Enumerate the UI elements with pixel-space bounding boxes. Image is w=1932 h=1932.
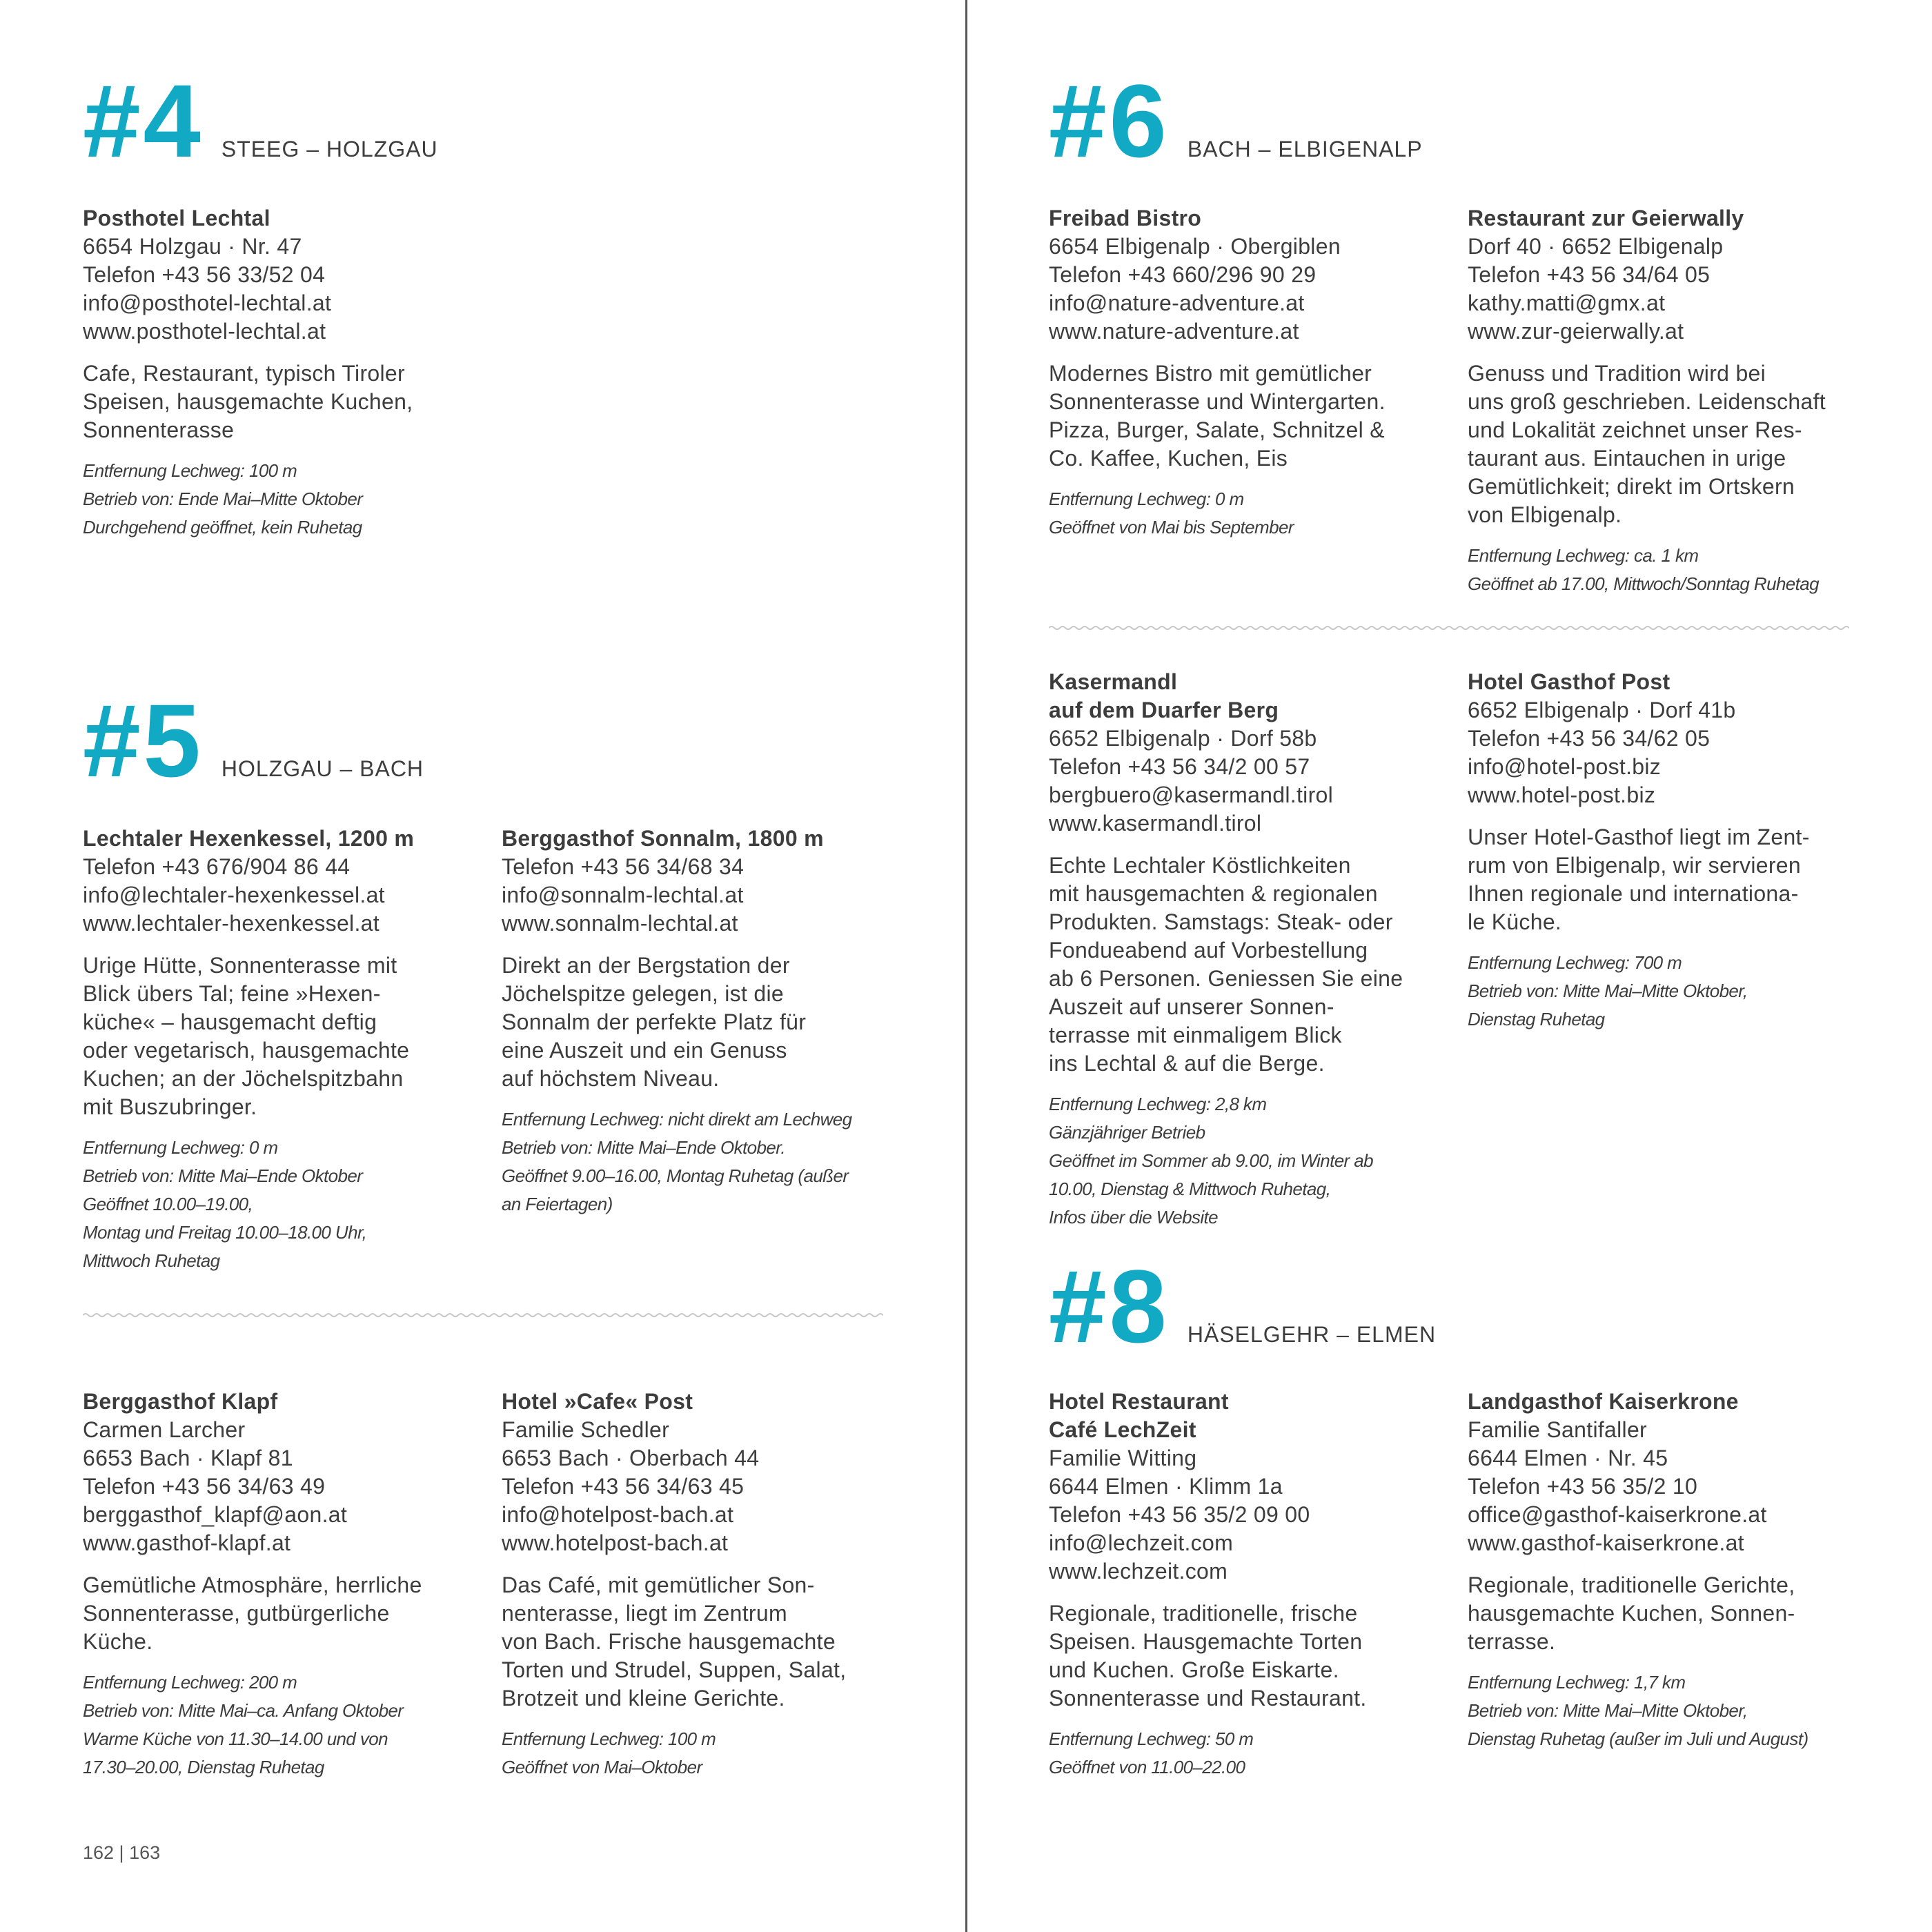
venue-contact-line: Familie Witting — [1049, 1446, 1197, 1470]
venue-contact-line[interactable]: www.kasermandl.tirol — [1049, 811, 1262, 836]
venue-entry — [1468, 204, 1861, 598]
venue-name: Hotel »Cafe« Post — [502, 1389, 693, 1414]
venue-contact-line[interactable]: kathy.matti@gmx.at — [1468, 290, 1666, 315]
details-line: Entfernung Lechweg: 700 m — [1468, 952, 1682, 973]
venue-contact-line: Telefon +43 56 34/63 49 — [83, 1474, 326, 1499]
description-line: hausgemachte Kuchen, Sonnen- — [1468, 1601, 1795, 1626]
venue-name: auf dem Duarfer Berg — [1049, 698, 1279, 722]
details-line: Betrieb von: Mitte Mai–ca. Anfang Oktober — [83, 1700, 404, 1721]
venue-entry — [1049, 204, 1442, 542]
wavy-separator — [1049, 624, 1849, 632]
description-line: Co. Kaffee, Kuchen, Eis — [1049, 446, 1288, 471]
details-line: Warme Küche von 11.30–14.00 und von — [83, 1728, 388, 1749]
description-line: küche« – hausgemacht deftig — [83, 1009, 377, 1034]
section-number: #5 — [83, 682, 204, 798]
venue-contact-line: Telefon +43 660/296 90 29 — [1049, 262, 1317, 287]
description-line: Urige Hütte, Sonnenterasse mit — [83, 953, 397, 978]
venue-contact-line[interactable]: info@nature-adventure.at — [1049, 290, 1305, 315]
page-fold-divider — [965, 0, 967, 1932]
venue-entry — [1468, 1388, 1861, 1753]
section-heading-s5 — [83, 682, 424, 798]
venue-contact-line[interactable]: info@hotelpost-bach.at — [502, 1502, 734, 1527]
details-line: Entfernung Lechweg: 0 m — [1049, 489, 1244, 509]
venue-details — [1468, 949, 1861, 1034]
description-line: von Elbigenalp. — [1468, 502, 1622, 527]
venue-contact-line: Familie Schedler — [502, 1417, 670, 1442]
wavy-separator — [83, 1311, 883, 1319]
venue-contact-line[interactable]: info@hotel-post.biz — [1468, 754, 1662, 779]
section-number: #8 — [1049, 1248, 1170, 1364]
venue-name: Restaurant zur Geierwally — [1468, 206, 1744, 230]
venue-name: Freibad Bistro — [1049, 206, 1202, 230]
venue-entry — [1468, 668, 1861, 1034]
details-line: Dienstag Ruhetag (außer im Juli und August) — [1468, 1728, 1808, 1749]
description-line: Auszeit auf unserer Sonnen- — [1049, 994, 1334, 1019]
venue-entry — [502, 825, 895, 1219]
venue-entry — [1049, 668, 1442, 1232]
venue-details — [1049, 485, 1442, 542]
venue-contact-line[interactable]: www.lechtaler-hexenkessel.at — [83, 911, 379, 936]
venue-contact-line[interactable]: www.hotelpost-bach.at — [502, 1530, 729, 1555]
details-line: Mittwoch Ruhetag — [83, 1250, 220, 1271]
venue-contact-line: 6652 Elbigenalp · Dorf 58b — [1049, 726, 1317, 751]
venue-entry — [1049, 1388, 1442, 1782]
venue-contact-line: Telefon +43 56 33/52 04 — [83, 262, 326, 287]
description-line: Regionale, traditionelle, frische — [1049, 1601, 1358, 1626]
description-line: Unser Hotel-Gasthof liegt im Zent- — [1468, 825, 1810, 849]
details-line: Betrieb von: Ende Mai–Mitte Oktober — [83, 489, 363, 509]
section-heading-s4 — [83, 63, 438, 179]
venue-details — [83, 1134, 476, 1275]
venue-description — [502, 952, 895, 1093]
description-line: Gemütliche Atmosphäre, herrliche — [83, 1573, 422, 1597]
description-line: mit hausgemachten & regionalen — [1049, 881, 1378, 906]
section-route-label: STEEG – HOLZGAU — [221, 137, 438, 161]
description-line: oder vegetarisch, hausgemachte — [83, 1038, 410, 1063]
venue-contact-line[interactable]: www.sonnalm-lechtal.at — [502, 911, 738, 936]
venue-description — [83, 359, 476, 444]
venue-description — [1468, 359, 1861, 529]
venue-contact-line: Telefon +43 56 34/62 05 — [1468, 726, 1711, 751]
description-line: Sonnenterasse, gutbürgerliche — [83, 1601, 390, 1626]
venue-description — [83, 952, 476, 1121]
description-line: Ihnen regionale und internationa- — [1468, 881, 1799, 906]
description-line: Das Café, mit gemütlicher Son- — [502, 1573, 815, 1597]
description-line: Sonnenterasse — [83, 417, 235, 442]
details-line: Entfernung Lechweg: 100 m — [83, 460, 297, 481]
venue-contact-line: Carmen Larcher — [83, 1417, 246, 1442]
venue-contact-line[interactable]: www.zur-geierwally.at — [1468, 319, 1684, 344]
section-route-label: HÄSELGEHR – ELMEN — [1187, 1322, 1437, 1347]
description-line: auf höchstem Niveau. — [502, 1066, 720, 1091]
venue-contact-line: 6644 Elmen · Klimm 1a — [1049, 1474, 1283, 1499]
venue-description — [1468, 1571, 1861, 1656]
details-line: Dienstag Ruhetag — [1468, 1009, 1605, 1029]
description-line: Sonnenterasse und Restaurant. — [1049, 1686, 1367, 1711]
venue-contact-line: 6653 Bach · Klapf 81 — [83, 1446, 293, 1470]
description-line: ab 6 Personen. Geniessen Sie eine — [1049, 966, 1403, 991]
details-line: Montag und Freitag 10.00–18.00 Uhr, — [83, 1222, 367, 1243]
venue-description — [1049, 851, 1442, 1078]
details-line: Entfernung Lechweg: 50 m — [1049, 1728, 1254, 1749]
venue-contact-line[interactable]: office@gasthof-kaiserkrone.at — [1468, 1502, 1767, 1527]
description-line: Brotzeit und kleine Gerichte. — [502, 1686, 785, 1711]
description-line: Sonnenterasse und Wintergarten. — [1049, 389, 1386, 414]
details-line: Geöffnet 10.00–19.00, — [83, 1194, 253, 1214]
description-line: Jöchelspitze gelegen, ist die — [502, 981, 784, 1006]
details-line: Betrieb von: Mitte Mai–Mitte Oktober, — [1468, 1700, 1748, 1721]
details-line: Durchgehend geöffnet, kein Ruhetag — [83, 517, 362, 538]
section-route-label: BACH – ELBIGENALP — [1187, 137, 1423, 161]
description-line: Cafe, Restaurant, typisch Tiroler — [83, 361, 405, 386]
description-line: terrasse mit einmaligem Blick — [1049, 1023, 1342, 1047]
section-number: #4 — [83, 63, 204, 179]
venue-name: Lechtaler Hexenkessel, 1200 m — [83, 826, 415, 851]
venue-contact-line: 6654 Elbigenalp · Obergiblen — [1049, 234, 1341, 259]
description-line: und Lokalität zeichnet unser Res- — [1468, 417, 1802, 442]
description-line: Produkten. Samstags: Steak- oder — [1049, 909, 1393, 934]
page-number: 162 | 163 — [83, 1842, 161, 1863]
venue-details — [1049, 1090, 1442, 1232]
venue-entry — [83, 1388, 476, 1782]
description-line: Pizza, Burger, Salate, Schnitzel & — [1049, 417, 1385, 442]
venue-description — [1049, 1599, 1442, 1713]
description-line: Sonnalm der perfekte Platz für — [502, 1009, 807, 1034]
details-line: Geöffnet von Mai bis September — [1049, 517, 1294, 538]
venue-contact-line[interactable]: info@lechtaler-hexenkessel.at — [83, 883, 385, 907]
venue-contact-line[interactable]: www.nature-adventure.at — [1049, 319, 1299, 344]
details-line: 17.30–20.00, Dienstag Ruhetag — [83, 1757, 324, 1777]
description-line: Gemütlichkeit; direkt im Ortskern — [1468, 474, 1795, 499]
description-line: Torten und Strudel, Suppen, Salat, — [502, 1657, 847, 1682]
venue-contact-line: Telefon +43 56 34/64 05 — [1468, 262, 1711, 287]
venue-name: Hotel Gasthof Post — [1468, 669, 1670, 694]
description-line: und Kuchen. Große Eiskarte. — [1049, 1657, 1339, 1682]
details-line: Gänzjähriger Betrieb — [1049, 1122, 1205, 1143]
details-line: Infos über die Website — [1049, 1207, 1219, 1228]
venue-name: Posthotel Lechtal — [83, 206, 270, 230]
venue-entry — [502, 1388, 895, 1782]
details-line: Entfernung Lechweg: 1,7 km — [1468, 1672, 1686, 1693]
venue-entry — [83, 204, 476, 542]
details-line: Entfernung Lechweg: 2,8 km — [1049, 1094, 1267, 1114]
venue-details — [502, 1725, 895, 1782]
description-line: Blick übers Tal; feine »Hexen- — [83, 981, 381, 1006]
venue-name: Berggasthof Sonnalm, 1800 m — [502, 826, 824, 851]
section-heading-s6 — [1049, 63, 1423, 179]
details-line: Betrieb von: Mitte Mai–Mitte Oktober, — [1468, 980, 1748, 1001]
venue-contact-line[interactable]: www.lechzeit.com — [1049, 1559, 1228, 1584]
venue-details — [1049, 1725, 1442, 1782]
description-line: Modernes Bistro mit gemütlicher — [1049, 361, 1372, 386]
venue-contact-line: 6654 Holzgau · Nr. 47 — [83, 234, 302, 259]
description-line: taurant aus. Eintauchen in urige — [1468, 446, 1786, 471]
venue-details — [1468, 1668, 1861, 1753]
venue-name: Hotel Restaurant — [1049, 1389, 1229, 1414]
venue-contact-line: 6652 Elbigenalp · Dorf 41b — [1468, 698, 1736, 722]
details-line: Entfernung Lechweg: 100 m — [502, 1728, 716, 1749]
venue-details — [1468, 542, 1861, 598]
description-line: Küche. — [83, 1629, 153, 1654]
description-line: rum von Elbigenalp, wir servieren — [1468, 853, 1801, 878]
venue-details — [502, 1105, 895, 1219]
venue-contact-line: Telefon +43 56 34/2 00 57 — [1049, 754, 1310, 779]
venue-description — [1049, 359, 1442, 473]
details-line: Geöffnet von 11.00–22.00 — [1049, 1757, 1245, 1777]
venue-name: Café LechZeit — [1049, 1417, 1196, 1442]
description-line: Regionale, traditionelle Gerichte, — [1468, 1573, 1795, 1597]
venue-contact-line[interactable]: berggasthof_klapf@aon.at — [83, 1502, 348, 1527]
description-line: Speisen, hausgemachte Kuchen, — [83, 389, 413, 414]
description-line: le Küche. — [1468, 909, 1562, 934]
venue-contact-line: Dorf 40 · 6652 Elbigenalp — [1468, 234, 1724, 259]
venue-contact-line[interactable]: www.gasthof-kaiserkrone.at — [1468, 1530, 1744, 1555]
description-line: ins Lechtal & auf die Berge. — [1049, 1051, 1325, 1076]
venue-name: Kasermandl — [1049, 669, 1178, 694]
venue-name: Landgasthof Kaiserkrone — [1468, 1389, 1739, 1414]
venue-contact-line[interactable]: info@lechzeit.com — [1049, 1530, 1234, 1555]
description-line: Direkt an der Bergstation der — [502, 953, 790, 978]
details-line: Geöffnet 9.00–16.00, Montag Ruhetag (außer — [502, 1165, 849, 1186]
venue-description — [1468, 823, 1861, 936]
description-line: Echte Lechtaler Köstlichkeiten — [1049, 853, 1351, 878]
venue-contact-line: 6644 Elmen · Nr. 45 — [1468, 1446, 1668, 1470]
description-line: eine Auszeit und ein Genuss — [502, 1038, 787, 1063]
venue-contact-line[interactable]: info@posthotel-lechtal.at — [83, 290, 332, 315]
description-line: Fondueabend auf Vorbestellung — [1049, 938, 1368, 963]
venue-description — [502, 1571, 895, 1713]
description-line: von Bach. Frische hausgemachte — [502, 1629, 836, 1654]
details-line: Entfernung Lechweg: ca. 1 km — [1468, 545, 1699, 566]
description-line: mit Buszubringer. — [83, 1094, 257, 1119]
description-line: Speisen. Hausgemachte Torten — [1049, 1629, 1363, 1654]
venue-contact-line: 6653 Bach · Oberbach 44 — [502, 1446, 760, 1470]
venue-contact-line: Telefon +43 56 35/2 10 — [1468, 1474, 1698, 1499]
details-line: Entfernung Lechweg: nicht direkt am Lechweg — [502, 1109, 852, 1130]
section-number: #6 — [1049, 63, 1170, 179]
venue-contact-line: Familie Santifaller — [1468, 1417, 1648, 1442]
venue-contact-line: Telefon +43 56 34/63 45 — [502, 1474, 745, 1499]
details-line: 10.00, Dienstag & Mittwoch Ruhetag, — [1049, 1179, 1331, 1199]
details-line: Geöffnet im Sommer ab 9.00, im Winter ab — [1049, 1150, 1373, 1171]
description-line: terrasse. — [1468, 1629, 1556, 1654]
venue-contact-line[interactable]: www.posthotel-lechtal.at — [83, 319, 326, 344]
details-line: Entfernung Lechweg: 200 m — [83, 1672, 297, 1693]
description-line: Genuss und Tradition wird bei — [1468, 361, 1766, 386]
description-line: Kuchen; an der Jöchelspitzbahn — [83, 1066, 404, 1091]
venue-details — [83, 1668, 476, 1782]
venue-contact-line: Telefon +43 56 35/2 09 00 — [1049, 1502, 1310, 1527]
details-line: an Feiertagen) — [502, 1194, 613, 1214]
venue-contact-line[interactable]: www.gasthof-klapf.at — [83, 1530, 291, 1555]
details-line: Geöffnet ab 17.00, Mittwoch/Sonntag Ruhetag — [1468, 573, 1820, 594]
venue-description — [83, 1571, 476, 1656]
venue-name: Berggasthof Klapf — [83, 1389, 278, 1414]
venue-contact-line[interactable]: bergbuero@kasermandl.tirol — [1049, 782, 1334, 807]
venue-details — [83, 457, 476, 542]
venue-contact-line[interactable]: info@sonnalm-lechtal.at — [502, 883, 744, 907]
venue-contact-line[interactable]: www.hotel-post.biz — [1468, 782, 1656, 807]
details-line: Betrieb von: Mitte Mai–Ende Oktober. — [502, 1137, 785, 1158]
details-line: Geöffnet von Mai–Oktober — [502, 1757, 702, 1777]
details-line: Entfernung Lechweg: 0 m — [83, 1137, 278, 1158]
venue-contact-line: Telefon +43 56 34/68 34 — [502, 854, 745, 879]
description-line: uns groß geschrieben. Leidenschaft — [1468, 389, 1826, 414]
section-heading-s8 — [1049, 1248, 1437, 1364]
venue-contact-line: Telefon +43 676/904 86 44 — [83, 854, 351, 879]
venue-entry — [83, 825, 476, 1275]
details-line: Betrieb von: Mitte Mai–Ende Oktober — [83, 1165, 363, 1186]
section-route-label: HOLZGAU – BACH — [221, 756, 424, 781]
description-line: nenterasse, liegt im Zentrum — [502, 1601, 787, 1626]
